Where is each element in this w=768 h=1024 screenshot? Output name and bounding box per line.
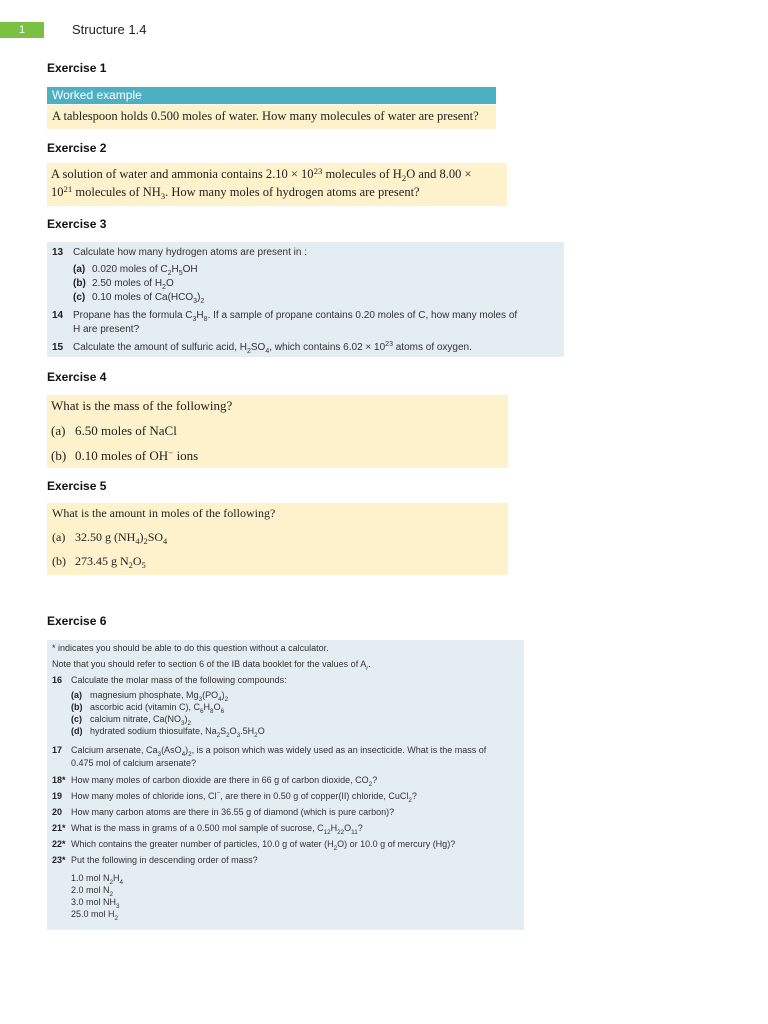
question-14-number: 14 [52,310,64,321]
subscript: 2 [114,915,119,922]
text: H [203,702,211,712]
text: ) [139,530,144,544]
question-14-line-2: H are present? [73,324,140,335]
text: O and 8.00 × [406,167,472,181]
part-c-text [92,291,204,304]
part-c-label: (c) [73,292,86,303]
chapter-title: Structure 1.4 [72,22,147,37]
subscript: 4 [119,879,124,886]
subscript: 2 [224,696,229,703]
question-16-text: Calculate the molar mass of the following compounds: [71,675,287,685]
text: 32.50 g (NH [75,530,136,544]
part-b-text [75,554,146,569]
text: 273.45 g N [75,554,129,568]
subscript: 3 [157,751,162,758]
subscript: 2 [246,348,251,355]
text: (AsO [161,745,182,755]
page-number: 1 [0,22,44,38]
subscript: 3 [181,720,185,727]
text: What is the mass in grams of a 0.500 mol sample of sucrose, C [71,823,324,833]
subscript: 2 [216,732,221,739]
subscript: r [366,665,369,672]
text: How many moles of chloride ions, Cl [71,791,217,801]
subscript: 4 [163,537,168,546]
text: ? [372,775,378,785]
text: SO [250,342,266,353]
question-21-text [71,822,363,834]
text: atoms of oxygen. [392,342,472,353]
subscript: 2 [188,751,192,758]
part-b-label: (b) [52,554,66,568]
text: ions [173,448,199,463]
subscript: 12 [323,829,331,836]
exercise-2-box [47,163,507,206]
text: , which contains 6.02 × 10 [269,342,386,353]
subscript: 11 [351,829,358,836]
part-a-label: (a) [73,264,86,275]
part-a-label: (a) [71,690,82,700]
worked-example-bar: Worked example [47,87,496,104]
question-22-number: 22* [52,839,66,849]
subscript: 2 [226,732,230,739]
text: OH [182,264,198,275]
exercise-2-line-2 [51,185,420,200]
question-19-number: 19 [52,791,63,801]
text: , is a poison which was widely used as an insecticide. What is the mass of [191,745,487,755]
text: O [132,554,142,568]
text: A solution of water and ammonia contains 2.10 × 10 [51,167,314,181]
subscript: 5 [178,270,183,277]
list-item-2 [71,884,113,896]
part-a-text [90,689,228,701]
subscript: 2 [109,879,114,886]
part-c-label: (c) [71,714,82,724]
text: (PO [202,690,219,700]
text: calcium nitrate, Ca(NO [90,714,182,724]
text: O [344,823,352,833]
text: ? [411,791,417,801]
list-item-3 [71,896,120,908]
subscript: 2 [162,284,166,291]
text: 3.0 mol NH [71,897,117,907]
part-b-text [90,701,224,713]
exercise-5-question: What is the amount in moles of the following? [52,506,276,520]
exercise-4-heading: Exercise 4 [47,370,107,384]
subscript: 2 [187,720,192,727]
question-13-number: 13 [52,247,64,258]
text: Calcium arsenate, Ca [71,745,158,755]
text: ) [184,714,188,724]
part-a-label: (a) [51,423,66,438]
question-17-line-2: 0.475 mol of calcium arsenate? [71,758,197,768]
list-item-4 [71,908,118,920]
question-22-text [71,838,455,850]
exercise-1-question: A tablespoon holds 0.500 moles of water. How many molecules of water are present? [52,109,479,123]
question-17-text [71,744,486,756]
superscript: − [168,448,174,458]
text: Propane has the formula C [73,310,193,321]
exercise-5-heading: Exercise 5 [47,479,107,493]
part-b-label: (b) [73,278,86,289]
text: , are there in 0.50 g of copper(II) chloride, CuCl [220,791,409,801]
subscript: 2 [109,891,114,898]
question-15-text [73,341,472,354]
text: magnesium phosphate, Mg [90,690,199,700]
exercise-2-line-1 [51,167,472,182]
part-a-text [75,530,167,545]
text: O [165,278,174,289]
exercise-6-box [47,640,524,930]
subscript: 2 [401,173,407,183]
exercise-3-box [47,242,564,357]
text: 1.0 mol N [71,873,110,883]
text: 2.50 moles of H [92,278,163,289]
part-b-text [92,277,174,290]
text: O [257,726,265,736]
part-b-label: (b) [71,702,83,712]
text: ? [357,823,363,833]
superscript: 23 [313,166,323,176]
subscript: 22 [337,829,345,836]
part-a-text: 6.50 moles of NaCl [75,423,177,438]
exercise-1-heading: Exercise 1 [47,61,107,75]
subscript: 3 [236,732,241,739]
text: ) [185,745,189,755]
text: . How many moles of hydrogen atoms are present? [165,185,420,199]
subscript: 2 [408,797,412,804]
text: H [196,310,204,321]
text: O) or 10.0 g of mercury (Hg)? [337,839,456,849]
subscript: 4 [265,348,270,355]
subscript: 2 [254,732,258,739]
text: ascorbic acid (vitamin C), C [90,702,201,712]
subscript: 4 [218,696,222,703]
subscript: 6 [200,708,204,715]
text: SO [147,530,164,544]
exercise-1-box [47,105,496,129]
text: H [330,823,338,833]
subscript: 2 [143,537,148,546]
text: ) [221,690,225,700]
question-20-number: 20 [52,807,63,817]
part-d-text [90,725,265,737]
subscript: 3 [160,191,166,201]
data-booklet-note [52,658,371,670]
list-item-1 [71,872,123,884]
exercise-3-heading: Exercise 3 [47,217,107,231]
exercise-4-box [47,395,508,468]
text: Calculate the amount of sulfuric acid, H [73,342,247,353]
text: H [113,873,120,883]
subscript: 4 [181,751,186,758]
part-a-text [92,263,198,276]
text: .5H [240,726,255,736]
text: 0.020 moles of C [92,264,168,275]
text: molecules of H [322,167,402,181]
subscript: 5 [141,561,146,570]
subscript: 3 [116,903,120,910]
question-19-text [71,790,417,802]
subscript: 2 [167,270,172,277]
text: 0.10 moles of OH [75,448,169,463]
text: O [213,702,221,712]
superscript: 21 [63,184,73,194]
question-18-number: 18* [52,775,66,785]
subscript: 3 [192,316,197,323]
subscript: 4 [135,537,140,546]
text: 2.0 mol N [71,885,110,895]
text: How many moles of carbon dioxide are there in 66 g of carbon dioxide, CO [71,775,369,785]
part-b-label: (b) [51,448,67,463]
subscript: 6 [220,708,225,715]
part-d-label: (d) [71,726,83,736]
exercise-6-heading: Exercise 6 [47,614,107,628]
subscript: 2 [368,781,373,788]
exercise-2-heading: Exercise 2 [47,141,107,155]
question-13-text: Calculate how many hydrogen atoms are present in : [73,247,308,258]
calculator-note: * indicates you should be able to do this question without a calculator. [52,643,329,653]
text: . [368,659,371,669]
text: ) [197,292,201,303]
text: 0.10 moles of Ca(HCO [92,292,194,303]
subscript: 2 [200,298,205,305]
part-c-text [90,713,191,725]
question-21-number: 21* [52,823,66,833]
subscript: 8 [210,708,214,715]
question-14-text [73,309,517,322]
text: 10 [51,185,64,199]
question-17-number: 17 [52,745,63,755]
question-15-number: 15 [52,342,64,353]
text: 25.0 mol H [71,909,115,919]
subscript: 3 [198,696,203,703]
text: Which contains the greater number of particles, 10.0 g of water (H [71,839,334,849]
part-b-text [75,448,198,464]
superscript: − [216,790,221,797]
subscript: 3 [193,298,198,305]
text: H [171,264,179,275]
question-16-number: 16 [52,675,63,685]
superscript: 23 [385,341,393,348]
question-18-text [71,774,377,786]
text: . If a sample of propane contains 0.20 moles of C, how many moles of [207,310,518,321]
subscript: 8 [203,316,208,323]
question-23-number: 23* [52,855,66,865]
text: S [220,726,227,736]
exercise-4-question: What is the mass of the following? [51,398,233,413]
text: hydrated sodium thiosulfate, Na [90,726,217,736]
question-20-text: How many carbon atoms are there in 36.55 g of diamond (which is pure carbon)? [71,807,395,817]
text: molecules of NH [72,185,161,199]
part-a-label: (a) [52,530,66,544]
subscript: 2 [128,561,133,570]
text: O [229,726,237,736]
text: Note that you should refer to section 6 of the IB data booklet for the values of A [52,659,367,669]
subscript: 2 [333,845,338,852]
exercise-5-box [47,503,508,575]
question-23-text: Put the following in descending order of mass? [71,855,258,865]
